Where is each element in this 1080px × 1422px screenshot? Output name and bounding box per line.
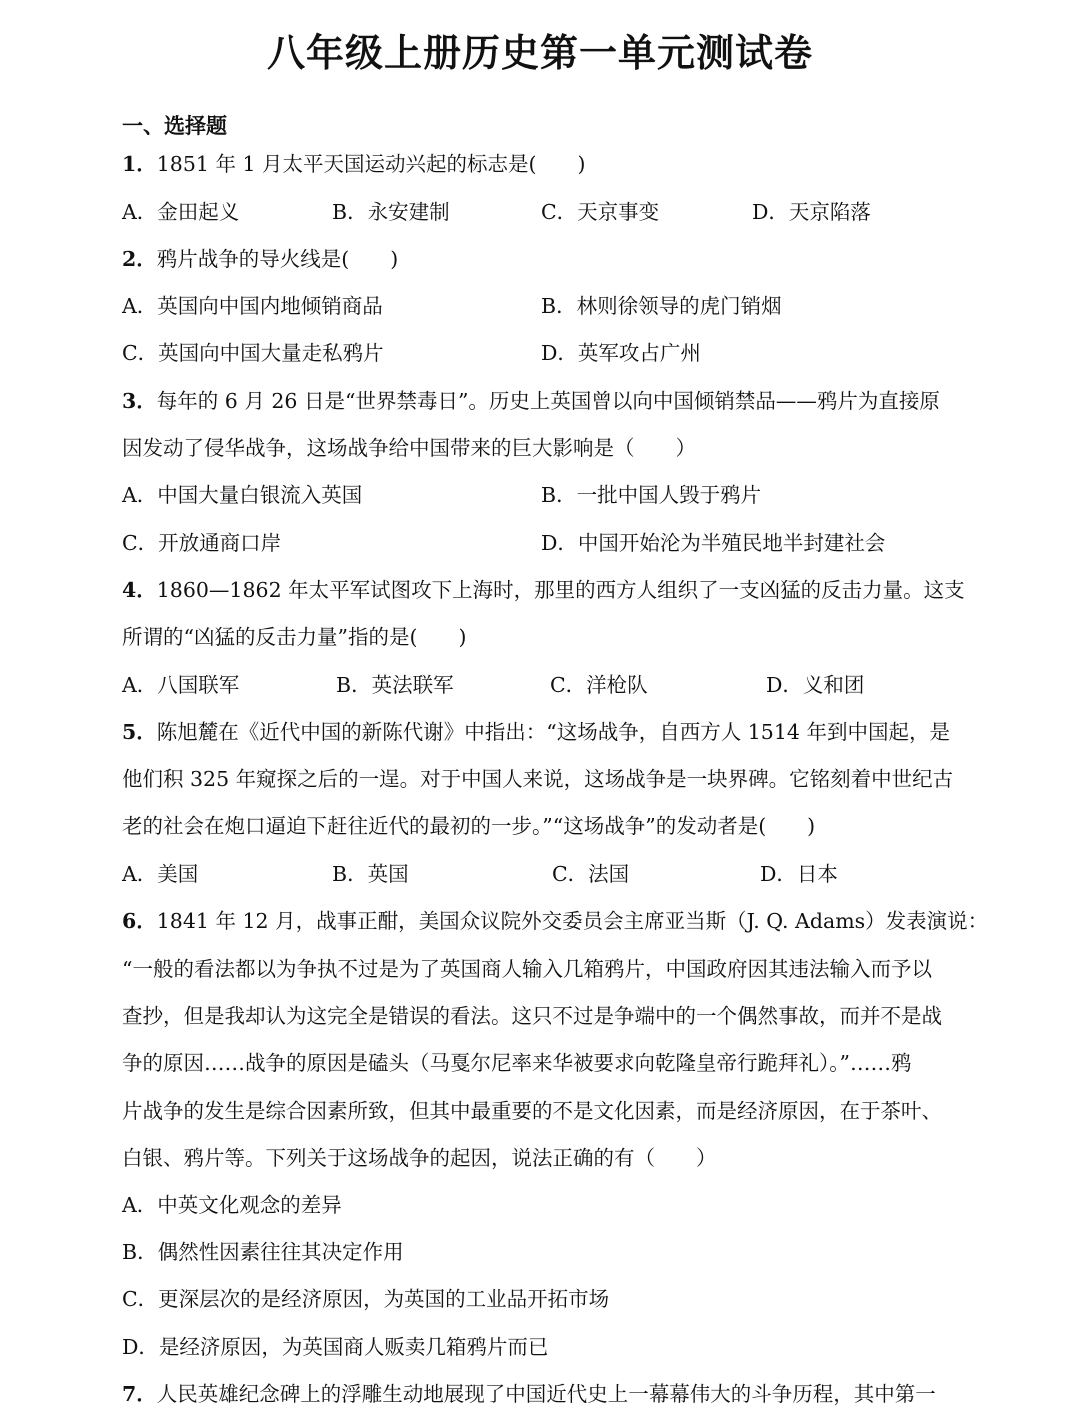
question-6-line-2: “一般的看法都以为争执不过是为了英国商人输入几箱鸦片，中国政府因其违法输入而予以: [122, 957, 932, 981]
question-1-option-c: C．天京事变: [541, 200, 660, 224]
question-7-line-1: [122, 1379, 967, 1409]
question-number: 2．: [122, 247, 157, 271]
question-1-option-b: B．永安建制: [332, 200, 450, 224]
question-number: 7．: [122, 1382, 157, 1406]
question-3-option-a: A．中国大量白银流入英国: [122, 483, 363, 507]
question-2-option-d: D．英军攻占广州: [541, 341, 701, 365]
question-number: 1．: [122, 152, 157, 176]
question-6-line-1: [122, 906, 989, 936]
question-text: 人民英雄纪念碑上的浮雕生动地展现了中国近代史上一幕幕伟大的斗争历程，其中第一: [156, 1382, 936, 1406]
question-4-line-1: [122, 575, 967, 605]
question-number: 4．: [122, 578, 157, 602]
question-text: 1851 年 1 月太平天国运动兴起的标志是( ): [156, 152, 586, 176]
question-4-option-c: C．洋枪队: [550, 673, 648, 697]
question-2-option-b: B．林则徐领导的虎门销烟: [541, 294, 782, 318]
question-2-line-1: [122, 244, 967, 274]
question-1-line-1: [122, 149, 967, 179]
question-6-line-5: 片战争的发生是综合因素所致，但其中最重要的不是文化因素，而是经济原因，在于茶叶、: [122, 1099, 942, 1123]
question-3-line-2: 因发动了侵华战争，这场战争给中国带来的巨大影响是（ ）: [122, 436, 696, 460]
question-text: 1860—1862 年太平军试图攻下上海时，那里的西方人组织了一支凶猛的反击力量。这支: [156, 578, 965, 602]
section-heading: 一、选择题: [122, 114, 227, 138]
question-4-option-a: A．八国联军: [122, 673, 240, 697]
question-6-option-b: B．偶然性因素往往其决定作用: [122, 1240, 404, 1264]
question-1-option-d: D．天京陷落: [752, 200, 871, 224]
question-text: 1841 年 12 月，战事正酣，美国众议院外交委员会主席亚当斯（J. Q. Adams）发表演说：: [156, 909, 989, 933]
question-text: 鸦片战争的导火线是( ): [156, 247, 399, 271]
page-title: 八年级上册历史第一单元测试卷: [266, 31, 813, 75]
question-6-line-3: 查抄，但是我却认为这完全是错误的看法。这只不过是争端中的一个偶然事故，而并不是战: [122, 1004, 942, 1028]
question-5-option-b: B．英国: [332, 862, 409, 886]
question-text: 每年的 6 月 26 日是“世界禁毒日”。历史上英国曾以向中国倾销禁品——鸦片为直接原: [156, 389, 940, 413]
question-6-option-c: C．更深层次的是经济原因，为英国的工业品开拓市场: [122, 1287, 610, 1311]
question-4-option-b: B．英法联军: [336, 673, 454, 697]
question-3-option-d: D．中国开始沦为半殖民地半封建社会: [541, 531, 886, 555]
question-5-line-2: 他们积 325 年窥探之后的一逞。对于中国人来说，这场战争是一块界碑。它铭刻着中世纪古: [122, 767, 954, 791]
question-5-option-d: D．日本: [760, 862, 838, 886]
question-6-option-d: D．是经济原因，为英国商人贩卖几箱鸦片而已: [122, 1335, 549, 1359]
question-number: 3．: [122, 389, 157, 413]
question-number: 6．: [122, 909, 157, 933]
question-3-line-1: [122, 386, 967, 416]
question-text: 陈旭麓在《近代中国的新陈代谢》中指出：“这场战争，自西方人 1514 年到中国起，是: [156, 720, 950, 744]
question-2-option-a: A．英国向中国内地倾销商品: [122, 294, 383, 318]
question-3-option-b: B．一批中国人毁于鸦片: [541, 483, 762, 507]
question-5-line-3: 老的社会在炮口逼迫下赶往近代的最初的一步。”“这场战争”的发动者是( ): [122, 814, 816, 838]
question-4-line-2: 所谓的“凶猛的反击力量”指的是( ): [122, 625, 467, 649]
question-5-line-1: [122, 717, 967, 747]
question-6-line-6: 白银、鸦片等。下列关于这场战争的起因，说法正确的有（ ）: [122, 1146, 717, 1170]
question-5-option-c: C．法国: [552, 862, 630, 886]
question-number: 5．: [122, 720, 157, 744]
question-6-line-4: 争的原因……战争的原因是磕头（马戛尔尼率来华被要求向乾隆皇帝行跪拜礼）。”……鸦: [122, 1051, 912, 1075]
question-5-option-a: A．美国: [122, 862, 199, 886]
question-2-option-c: C．英国向中国大量走私鸦片: [122, 341, 384, 365]
question-6-option-a: A．中英文化观念的差异: [122, 1193, 342, 1217]
question-3-option-c: C．开放通商口岸: [122, 531, 282, 555]
question-4-option-d: D．义和团: [766, 673, 865, 697]
question-1-option-a: A．金田起义: [122, 200, 240, 224]
